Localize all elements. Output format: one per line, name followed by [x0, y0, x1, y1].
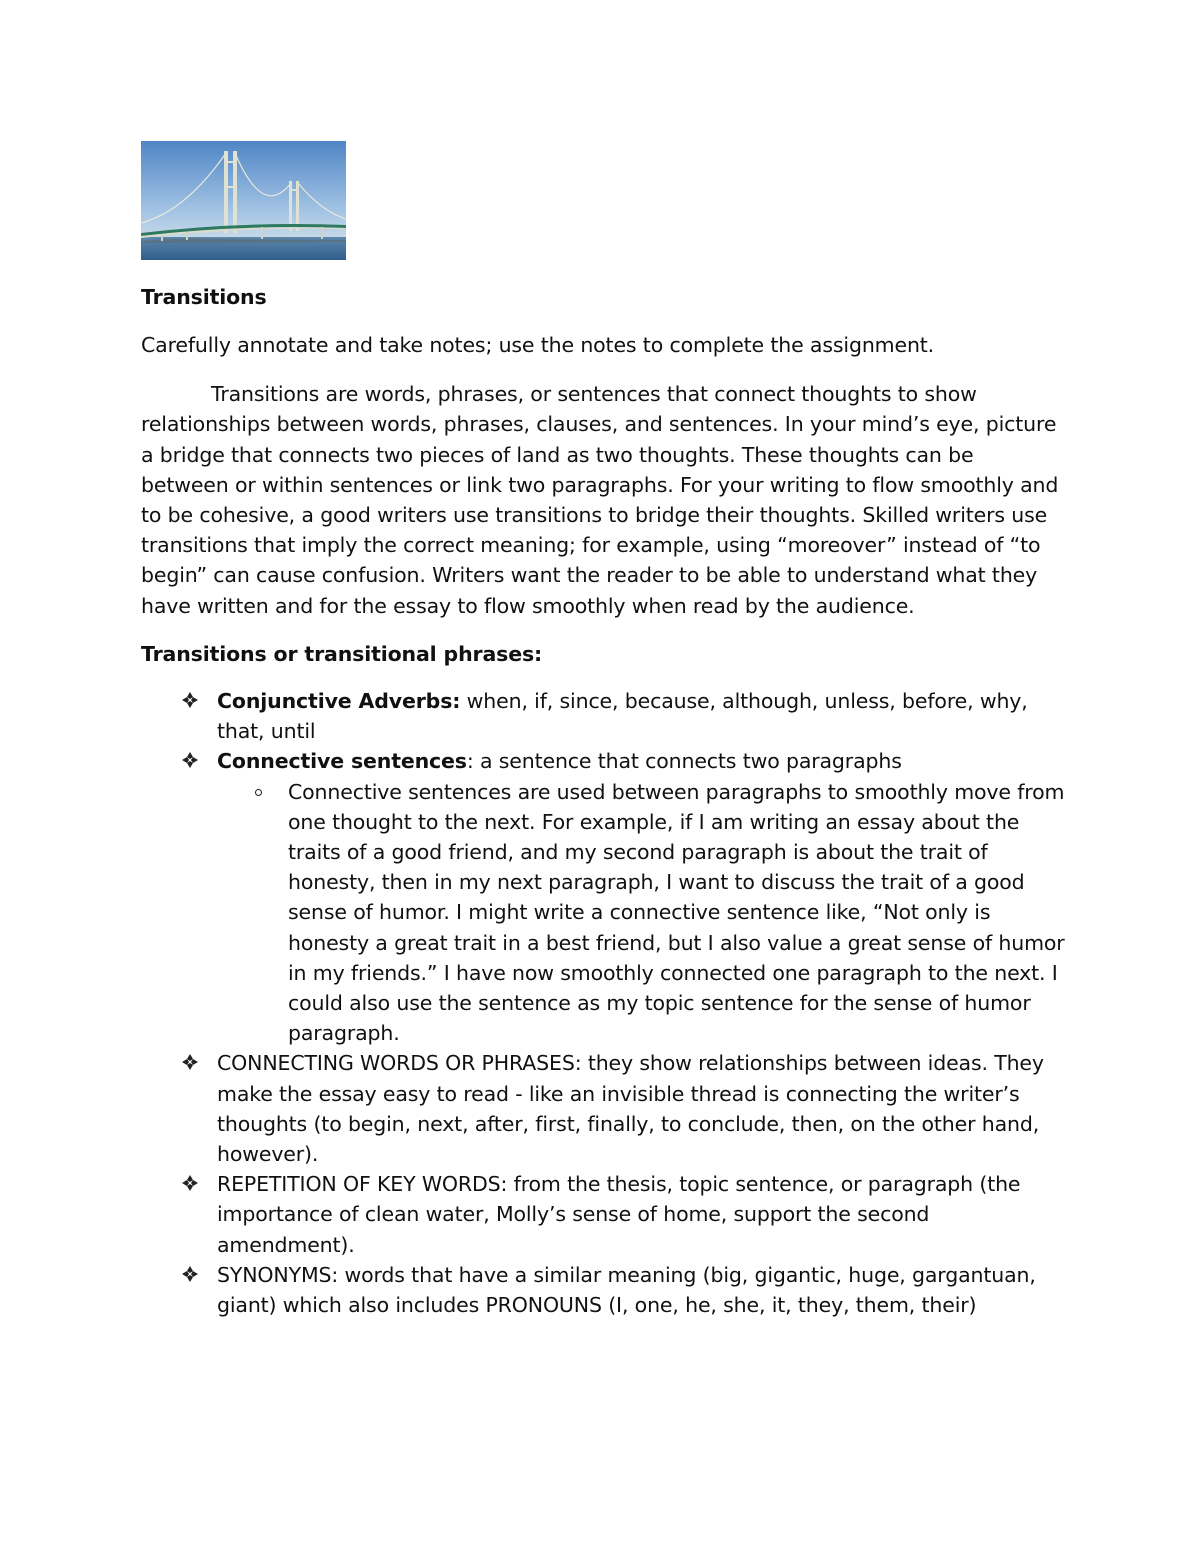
term-label: Conjunctive Adverbs:	[217, 689, 461, 714]
term-description: when, if, since, because, although, unless, before, why, that, until	[217, 689, 1028, 744]
bridge-photo	[141, 141, 346, 260]
diamond-bullet-icon	[181, 1174, 199, 1192]
term-description: : from the thesis, topic sentence, or paragraph (the importance of clean water, Molly’s sense of home, support the second amendment).	[217, 1172, 1021, 1257]
diamond-bullet-icon	[181, 751, 199, 769]
diamond-bullet-icon	[181, 691, 199, 709]
term-label: CONNECTING WORDS OR PHRASES:	[217, 1051, 582, 1076]
list-item	[217, 746, 1066, 1048]
document-title: Transitions	[141, 285, 267, 309]
intro-instruction: Carefully annotate and take notes; use the notes to complete the assignment.	[141, 333, 935, 357]
list-item	[217, 1169, 1066, 1260]
list-item	[217, 1260, 1066, 1320]
diamond-bullet-icon	[181, 1053, 199, 1071]
section-heading: Transitions or transitional phrases:	[141, 641, 543, 666]
circle-bullet-icon	[255, 789, 262, 796]
transition-types-list	[141, 686, 1066, 1320]
term-description: (I, one, he, she, it, they, them, their)	[601, 1293, 977, 1318]
sub-list-item	[288, 777, 1066, 1049]
list-item	[217, 686, 1066, 746]
diamond-bullet-icon	[181, 1265, 199, 1283]
sub-list	[217, 777, 1066, 1049]
term-label: Connective sentences	[217, 749, 467, 774]
list-item	[217, 1048, 1066, 1169]
term-label: SYNONYMS	[217, 1262, 332, 1287]
term-label: PRONOUNS	[485, 1293, 602, 1318]
term-description: they show relationships between ideas. They make the essay easy to read - like an invisible thread is connecting the writer’s thoughts (to begin, next, after, first, finally, to conclude, then, on the other hand, however).	[217, 1051, 1044, 1167]
term-label: REPETITION OF KEY WORDS	[217, 1172, 501, 1197]
sub-item-text: Connective sentences are used between paragraphs to smoothly move from one thought to the next. For example, if I am writing an essay about the traits of a good friend, and my second paragraph is about the trait of honesty, then in my next paragraph, I want to discuss the trait of a good sense of humor. I might write a connective sentence like, “Not only is honesty a great trait in a best friend, but I also value a great sense of humor in my friends.” I have now smoothly connected one paragraph to the next. I could also use the sentence as my topic sentence for the sense of humor paragraph.	[288, 779, 1065, 1046]
term-description: : a sentence that connects two paragraphs	[466, 749, 902, 774]
document-content	[141, 280, 1066, 1320]
body-paragraph: Transitions are words, phrases, or sentences that connect thoughts to show relationships between words, phrases, clauses, and sentences. In your mind’s eye, picture a bridge that connects two pieces of land as two thoughts. These thoughts can be between or within sentences or link two paragraphs. For your writing to flow smoothly and to be cohesive, a good writers use transitions to bridge their thoughts. Skilled writers use transitions that imply the correct meaning; for example, using “moreover” instead of “to begin” can cause confusion. Writers want the reader to be able to understand what they have written and for the essay to flow smoothly when read by the audience.	[141, 382, 1059, 618]
term-description: : words that have a similar meaning (big, gigantic, huge, gargantuan, giant) which also includes	[217, 1262, 1036, 1318]
